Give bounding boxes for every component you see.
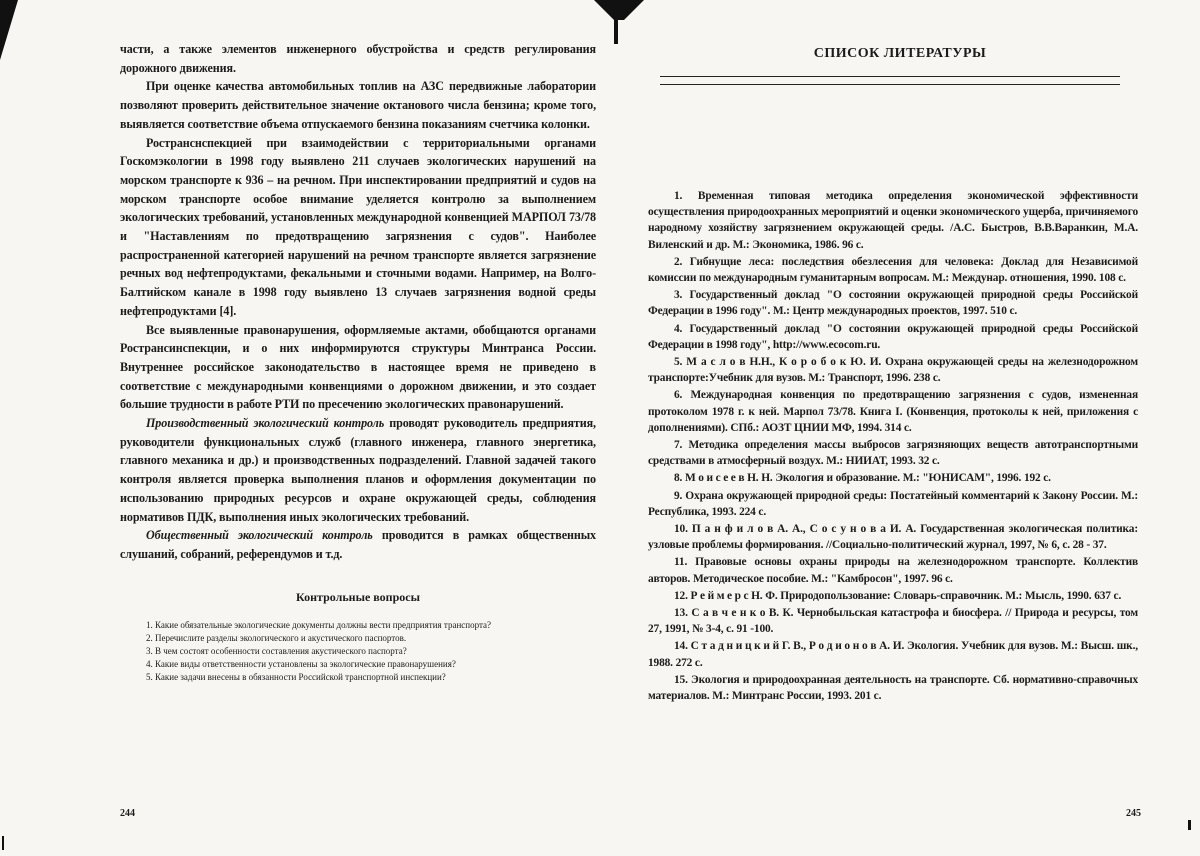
paragraph-2: При оценке качества автомобильных топлив на АЗС передвижные лаборатории позволяют проверить действительное значение октанового числа бензина; кроме того, выявляется соответствие объема отпускаемого бензина показаниям счетчика колонки. — [120, 79, 596, 131]
reference-item: 13. С а в ч е н к о В. К. Чернобыльская катастрофа и биосфера. // Природа и ресурсы, том 27, 1991, № 3-4, с. 91 -100. — [648, 607, 1138, 636]
reference-item: 12. Р е й м е р с Н. Ф. Природопользование: Словарь-справочник. М.: Мысль, 1990. 637 с. — [674, 589, 1122, 602]
reference-item: 1. Временная типовая методика определения экономической эффективности осуществления природоохранных мероприятий и оценки экономического ущерба, причиняемого народному хозяйству загрязнением окружающей среды. /А.С. Быстров, В.В.Варанкин, М.А. Виленский и др. М.: Экономика, 1986. 96 с. — [648, 190, 1138, 251]
question-1: 1. Какие обязательные экологические документы должны вести предприятия транспорта? — [146, 619, 491, 630]
production-control-text: проводят руководитель предприятия, руководители функциональных служб (главного инженера, главного энергетика, главного механика и др.) и производственных подразделений. Главной задачей такого контроля является проверка выполнения планов и оформления документации по использованию природных ресурсов и охране окружающей среды, соблюдения нормативов ПДК, выполнения иных экологических требований. — [120, 416, 596, 524]
paragraph-1: части, а также элементов инженерного обустройства и средств регулирования дорожного движения. — [120, 42, 596, 75]
reference-item: 7. Методика определения массы выбросов загрязняющих веществ автотранспортными средствами в атмосферный воздух. М.: НИИАТ, 1993. 32 с. — [648, 439, 1138, 468]
reference-item: 14. С т а д н и ц к и й Г. В., Р о д и о н о в А. И. Экология. Учебник для вузов. М.: Высш. шк., 1988. 272 с. — [648, 640, 1138, 669]
reference-item: 3. Государственный доклад "О состоянии окружающей природной среды Российской Федерации в 1996 году". М.: Центр международных проектов, 1997. 510 с. — [648, 289, 1138, 318]
reference-item: 9. Охрана окружающей природной среды: Постатейный комментарий к Закону России. М.: Республика, 1993. 224 с. — [648, 489, 1138, 518]
reference-item: 5. М а с л о в Н.Н., К о р о б о к Ю. И. Охрана окружающей среды на железнодорожном транспорте:Учебник для вузов. М.: Транспорт, 1996. 238 с. — [648, 356, 1138, 385]
questions-title: Контрольные вопросы — [296, 589, 420, 604]
reference-item: 6. Международная конвенция по предотвращению загрязнения с судов, измененная протоколом 1978 г. к ней. Марпол 73/78. Книга I. (Конвенция, протоколы к ней, приложения с дополнениями). СПб.: АОЗТ ЦНИИ МФ, 1994. 314 с. — [648, 389, 1138, 434]
public-control-text: проводится в рамках общественных слушаний, собраний, референдумов и т.д. — [120, 528, 596, 561]
page-number-left: 244 — [120, 808, 135, 819]
question-4: 4. Какие виды ответственности установлены за экологические правонарушения? — [146, 658, 456, 669]
question-5: 5. Какие задачи внесены в обязанности Российской транспортной инспекции? — [146, 671, 446, 682]
production-control-term: Производственный экологический контроль — [146, 416, 385, 431]
question-2: 2. Перечислите разделы экологического и акустического паспортов. — [146, 632, 407, 643]
paragraph-4: Все выявленные правонарушения, оформляемые актами, обобщаются органами Ространсинспекции, и о них информируются структуры Минтранса России. Внутреннее российское законодательство в настоящее время не приведено в соответствие с международными конвенциями о дорожном движении, и это создает большие трудности в работе РТИ по пресечению экологических правонарушений. — [120, 322, 596, 412]
paragraph-3: Ространснспекцией при взаимодействии с территориальными органами Госкомэкологии в 1998 году выявлено 211 случаев экологических нарушений на морском транспорте к 936 – на речном. При инспектировании предприятий и судов на морском транспорте особое внимание уделяется контролю за выполнением экологических требований, установленных международной конвенцией МАРПОЛ 73/78 и "Наставлениям по предотвращению загрязнения с судов". Наиболее распространенной категорией нарушений на речном транспорте является загрязнение речных вод нефтепродуктами, фекальными и сточными водами. Например, на Волго-Балтийском канале в 1998 году выявлено 13 случаев загрязнения водной среды нефтепродуктами [4]. — [120, 135, 596, 318]
reference-item: 10. П а н ф и л о в А. А., С о с у н о в а И. А. Государственная экологическая политика: узловые проблемы формирования. //Социально-политический журнал, 1997, № 6, с. 28 - 37. — [648, 523, 1138, 552]
reference-item: 4. Государственный доклад "О состоянии окружающей природной среды Российской Федерации в 1998 году", http://www.ecocom.ru. — [648, 322, 1138, 351]
reference-item: 2. Гибнущие леса: последствия обезлесения для человека: Доклад для Независимой комиссии по международным гуманитарным вопросам. М.: Междунар. отношения, 1990. 108 с. — [648, 255, 1138, 285]
page-number-right: 245 — [1126, 808, 1141, 819]
question-3: 3. В чем состоят особенности составления акустического паспорта? — [146, 645, 407, 656]
public-control-term: Общественный экологический контроль — [146, 528, 373, 543]
references-title: СПИСОК ЛИТЕРАТУРЫ — [813, 46, 987, 61]
references-list — [648, 188, 1138, 705]
reference-item: 8. М о и с е е в Н. Н. Экология и образование. М.: "ЮНИСАМ", 1996. 192 с. — [674, 472, 1051, 485]
reference-item: 11. Правовые основы охраны природы на железнодорожном транспорте. Коллектив авторов. Методическое пособие. М.: "Камбросон", 1997. 96 с. — [648, 556, 1138, 585]
reference-item: 15. Экология и природоохранная деятельность на транспорте. Сб. нормативно-справочных материалов. М.: Минтранс России, 1993. 201 с. — [648, 673, 1138, 703]
